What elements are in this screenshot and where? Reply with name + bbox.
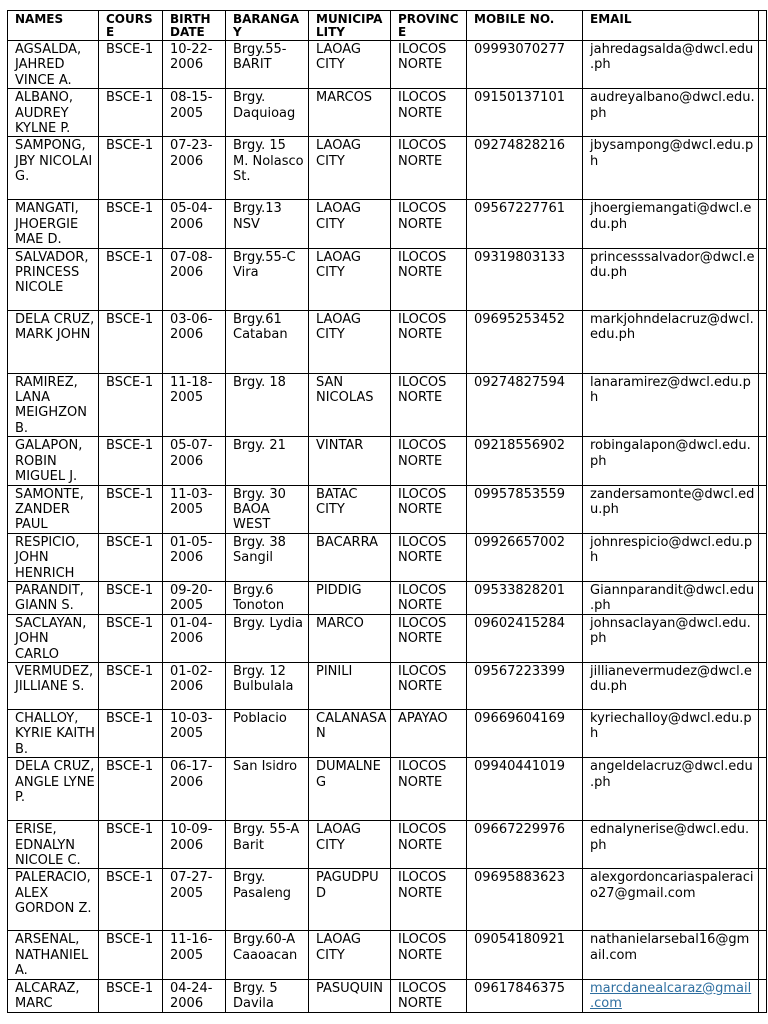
cell-municipality: SAN NICOLAS <box>309 373 391 437</box>
right-margin-cell <box>759 89 767 137</box>
cell-province: ILOCOS NORTE <box>391 821 467 869</box>
table-row <box>8 709 767 757</box>
cell-email: nathanielarsebal16@gmail.com <box>583 931 759 979</box>
table-row <box>8 485 767 533</box>
cell-barangay: Brgy.55-BARIT <box>226 41 309 89</box>
cell-municipality: CALANASAN <box>309 709 391 757</box>
cell-mobile: 09957853559 <box>467 485 583 533</box>
header-email: EMAIL <box>583 11 759 41</box>
cell-barangay: Brgy. 30 BAOA WEST <box>226 485 309 533</box>
cell-province: ILOCOS NORTE <box>391 614 467 662</box>
cell-mobile: 09567227761 <box>467 200 583 248</box>
header-province: PROVINCE <box>391 11 467 41</box>
cell-course: BSCE-1 <box>99 137 163 200</box>
cell-email: kyriechalloy@dwcl.edu.ph <box>583 709 759 757</box>
cell-email: robingalapon@dwcl.edu.ph <box>583 437 759 485</box>
table-row <box>8 931 767 979</box>
cell-province: ILOCOS NORTE <box>391 310 467 373</box>
cell-name: SACLAYAN, JOHN CARLO <box>8 614 99 662</box>
cell-province: ILOCOS NORTE <box>391 248 467 310</box>
right-margin-cell <box>759 137 767 200</box>
cell-mobile: 09667229976 <box>467 821 583 869</box>
cell-birth-date: 10-03-2005 <box>163 709 226 757</box>
cell-barangay: Brgy.61 Cataban <box>226 310 309 373</box>
right-margin-cell <box>759 709 767 757</box>
cell-province: ILOCOS NORTE <box>391 758 467 821</box>
table-row <box>8 373 767 437</box>
cell-name: AGSALDA, JAHRED VINCE A. <box>8 41 99 89</box>
header-birth-date: BIRTH DATE <box>163 11 226 41</box>
right-margin-cell <box>759 437 767 485</box>
cell-email: ednalynerise@dwcl.edu.ph <box>583 821 759 869</box>
cell-course: BSCE-1 <box>99 931 163 979</box>
cell-province: ILOCOS NORTE <box>391 662 467 709</box>
cell-email: jahredagsalda@dwcl.edu.ph <box>583 41 759 89</box>
cell-course: BSCE-1 <box>99 41 163 89</box>
cell-barangay: Brgy.13 NSV <box>226 200 309 248</box>
cell-barangay: Brgy.60-A Caaoacan <box>226 931 309 979</box>
cell-birth-date: 04-24-2006 <box>163 979 226 1012</box>
cell-email: alexgordoncariaspaleracio27@gmail.com <box>583 869 759 931</box>
cell-province: APAYAO <box>391 709 467 757</box>
cell-barangay: Brgy. 15 M. Nolasco St. <box>226 137 309 200</box>
cell-birth-date: 11-16-2005 <box>163 931 226 979</box>
cell-name: DELA CRUZ, MARK JOHN <box>8 310 99 373</box>
right-margin-cell <box>759 614 767 662</box>
cell-municipality: DUMALNEG <box>309 758 391 821</box>
cell-municipality: PIDDIG <box>309 581 391 614</box>
cell-mobile: 09940441019 <box>467 758 583 821</box>
cell-province: ILOCOS NORTE <box>391 437 467 485</box>
cell-mobile: 09993070277 <box>467 41 583 89</box>
cell-email: zandersamonte@dwcl.edu.ph <box>583 485 759 533</box>
cell-email <box>583 979 759 1012</box>
cell-barangay: San Isidro <box>226 758 309 821</box>
table-row <box>8 437 767 485</box>
cell-email: johnrespicio@dwcl.edu.ph <box>583 533 759 581</box>
cell-name: RAMIREZ, LANA MEIGHZON B. <box>8 373 99 437</box>
right-margin-cell <box>759 533 767 581</box>
cell-province: ILOCOS NORTE <box>391 485 467 533</box>
cell-municipality: LAOAG CITY <box>309 931 391 979</box>
cell-course: BSCE-1 <box>99 581 163 614</box>
right-margin-cell <box>759 41 767 89</box>
cell-email: markjohndelacruz@dwcl.edu.ph <box>583 310 759 373</box>
cell-municipality: MARCOS <box>309 89 391 137</box>
student-roster-table <box>7 10 767 1013</box>
header-course: COURSE <box>99 11 163 41</box>
cell-name: ALBANO, AUDREY KYLNE P. <box>8 89 99 137</box>
table-row <box>8 821 767 869</box>
cell-name: ARSENAL, NATHANIEL A. <box>8 931 99 979</box>
cell-province: ILOCOS NORTE <box>391 200 467 248</box>
cell-barangay: Brgy. 55-A Barit <box>226 821 309 869</box>
cell-birth-date: 07-08-2006 <box>163 248 226 310</box>
right-margin-cell <box>759 758 767 821</box>
cell-province: ILOCOS NORTE <box>391 533 467 581</box>
table-row <box>8 581 767 614</box>
cell-name: CHALLOY, KYRIE KAITH B. <box>8 709 99 757</box>
right-margin-cell <box>759 485 767 533</box>
roster-body <box>8 41 767 1013</box>
header-municipality: MUNICIPALITY <box>309 11 391 41</box>
cell-barangay: Brgy. 21 <box>226 437 309 485</box>
right-margin-cell <box>759 821 767 869</box>
cell-barangay: Poblacio <box>226 709 309 757</box>
cell-municipality: LAOAG CITY <box>309 200 391 248</box>
cell-email: angeldelacruz@dwcl.edu.ph <box>583 758 759 821</box>
cell-email: princesssalvador@dwcl.edu.ph <box>583 248 759 310</box>
cell-barangay: Brgy. 5 Davila <box>226 979 309 1012</box>
cell-province: ILOCOS NORTE <box>391 581 467 614</box>
header-names: NAMES <box>8 11 99 41</box>
table-row <box>8 614 767 662</box>
cell-province: ILOCOS NORTE <box>391 931 467 979</box>
table-row <box>8 979 767 1012</box>
cell-municipality: PASUQUIN <box>309 979 391 1012</box>
cell-course: BSCE-1 <box>99 758 163 821</box>
cell-mobile: 09617846375 <box>467 979 583 1012</box>
cell-name: ALCARAZ, MARC <box>8 979 99 1012</box>
table-row <box>8 310 767 373</box>
right-margin-cell <box>759 11 767 41</box>
cell-email: jbysampong@dwcl.edu.ph <box>583 137 759 200</box>
cell-municipality: MARCO <box>309 614 391 662</box>
cell-birth-date: 05-04-2006 <box>163 200 226 248</box>
cell-birth-date: 01-02-2006 <box>163 662 226 709</box>
cell-barangay: Brgy. 18 <box>226 373 309 437</box>
cell-name: PALERACIO, ALEX GORDON Z. <box>8 869 99 931</box>
cell-birth-date: 01-04-2006 <box>163 614 226 662</box>
table-row <box>8 533 767 581</box>
cell-course: BSCE-1 <box>99 709 163 757</box>
cell-mobile: 09319803133 <box>467 248 583 310</box>
cell-municipality: PINILI <box>309 662 391 709</box>
cell-mobile: 09567223399 <box>467 662 583 709</box>
cell-municipality: VINTAR <box>309 437 391 485</box>
cell-mobile: 09274827594 <box>467 373 583 437</box>
right-margin-cell <box>759 979 767 1012</box>
cell-name: SAMPONG, JBY NICOLAI G. <box>8 137 99 200</box>
cell-name: SAMONTE, ZANDER PAUL <box>8 485 99 533</box>
cell-email: audreyalbano@dwcl.edu.ph <box>583 89 759 137</box>
right-margin-cell <box>759 248 767 310</box>
cell-barangay: Brgy. 38 Sangil <box>226 533 309 581</box>
right-margin-cell <box>759 200 767 248</box>
cell-barangay: Brgy.6 Tonoton <box>226 581 309 614</box>
right-margin-cell <box>759 310 767 373</box>
cell-province: ILOCOS NORTE <box>391 137 467 200</box>
cell-course: BSCE-1 <box>99 373 163 437</box>
cell-mobile: 09602415284 <box>467 614 583 662</box>
cell-course: BSCE-1 <box>99 437 163 485</box>
cell-municipality: LAOAG CITY <box>309 137 391 200</box>
cell-name: SALVADOR, PRINCESS NICOLE <box>8 248 99 310</box>
cell-birth-date: 07-27-2005 <box>163 869 226 931</box>
table-row <box>8 662 767 709</box>
cell-name: ERISE, EDNALYN NICOLE C. <box>8 821 99 869</box>
header-mobile: MOBILE NO. <box>467 11 583 41</box>
cell-province: ILOCOS NORTE <box>391 979 467 1012</box>
cell-birth-date: 11-18-2005 <box>163 373 226 437</box>
table-row <box>8 89 767 137</box>
cell-birth-date: 10-22-2006 <box>163 41 226 89</box>
cell-birth-date: 08-15-2005 <box>163 89 226 137</box>
cell-mobile: 09926657002 <box>467 533 583 581</box>
right-margin-cell <box>759 373 767 437</box>
cell-course: BSCE-1 <box>99 821 163 869</box>
cell-birth-date: 01-05-2006 <box>163 533 226 581</box>
cell-name: DELA CRUZ, ANGLE LYNE P. <box>8 758 99 821</box>
cell-email: jillianevermudez@dwcl.edu.ph <box>583 662 759 709</box>
cell-barangay: Brgy. Daquioag <box>226 89 309 137</box>
cell-municipality: LAOAG CITY <box>309 310 391 373</box>
cell-mobile: 09054180921 <box>467 931 583 979</box>
cell-province: ILOCOS NORTE <box>391 869 467 931</box>
cell-municipality: LAOAG CITY <box>309 248 391 310</box>
header-barangay: BARANGAY <box>226 11 309 41</box>
cell-barangay: Brgy. 12 Bulbulala <box>226 662 309 709</box>
cell-birth-date: 11-03-2005 <box>163 485 226 533</box>
cell-course: BSCE-1 <box>99 310 163 373</box>
cell-name: MANGATI, JHOERGIE MAE D. <box>8 200 99 248</box>
cell-birth-date: 05-07-2006 <box>163 437 226 485</box>
cell-barangay: Brgy. Pasaleng <box>226 869 309 931</box>
table-row <box>8 758 767 821</box>
cell-province: ILOCOS NORTE <box>391 41 467 89</box>
cell-email: lanaramirez@dwcl.edu.ph <box>583 373 759 437</box>
cell-birth-date: 03-06-2006 <box>163 310 226 373</box>
cell-course: BSCE-1 <box>99 485 163 533</box>
cell-course: BSCE-1 <box>99 89 163 137</box>
cell-province: ILOCOS NORTE <box>391 89 467 137</box>
cell-email: Giannparandit@dwcl.edu.ph <box>583 581 759 614</box>
cell-municipality: BACARRA <box>309 533 391 581</box>
cell-course: BSCE-1 <box>99 200 163 248</box>
cell-name: GALAPON, ROBIN MIGUEL J. <box>8 437 99 485</box>
cell-province: ILOCOS NORTE <box>391 373 467 437</box>
right-margin-cell <box>759 581 767 614</box>
table-row <box>8 200 767 248</box>
cell-municipality: LAOAG CITY <box>309 41 391 89</box>
cell-email: johnsaclayan@dwcl.edu.ph <box>583 614 759 662</box>
cell-municipality: LAOAG CITY <box>309 821 391 869</box>
cell-course: BSCE-1 <box>99 662 163 709</box>
cell-birth-date: 06-17-2006 <box>163 758 226 821</box>
cell-email: jhoergiemangati@dwcl.edu.ph <box>583 200 759 248</box>
cell-course: BSCE-1 <box>99 614 163 662</box>
right-margin-cell <box>759 869 767 931</box>
cell-course: BSCE-1 <box>99 979 163 1012</box>
cell-mobile: 09274828216 <box>467 137 583 200</box>
header-row <box>8 11 767 41</box>
cell-mobile: 09695883623 <box>467 869 583 931</box>
cell-municipality: PAGUDPUD <box>309 869 391 931</box>
cell-birth-date: 07-23-2006 <box>163 137 226 200</box>
cell-mobile: 09218556902 <box>467 437 583 485</box>
table-row <box>8 869 767 931</box>
cell-course: BSCE-1 <box>99 533 163 581</box>
cell-name: PARANDIT, GIANN S. <box>8 581 99 614</box>
table-row <box>8 41 767 89</box>
cell-mobile: 09150137101 <box>467 89 583 137</box>
cell-mobile: 09533828201 <box>467 581 583 614</box>
cell-name: VERMUDEZ, JILLIANE S. <box>8 662 99 709</box>
cell-course: BSCE-1 <box>99 869 163 931</box>
cell-mobile: 09669604169 <box>467 709 583 757</box>
cell-mobile: 09695253452 <box>467 310 583 373</box>
cell-birth-date: 09-20-2005 <box>163 581 226 614</box>
table-row <box>8 248 767 310</box>
cell-birth-date: 10-09-2006 <box>163 821 226 869</box>
cell-course: BSCE-1 <box>99 248 163 310</box>
cell-barangay: Brgy.55-C Vira <box>226 248 309 310</box>
cell-barangay: Brgy. Lydia <box>226 614 309 662</box>
cell-name: RESPICIO, JOHN HENRICH <box>8 533 99 581</box>
right-margin-cell <box>759 662 767 709</box>
email-link[interactable]: marcdanealcaraz@gmail.com <box>590 980 752 1012</box>
right-margin-cell <box>759 931 767 979</box>
cell-municipality: BATAC CITY <box>309 485 391 533</box>
table-row <box>8 137 767 200</box>
